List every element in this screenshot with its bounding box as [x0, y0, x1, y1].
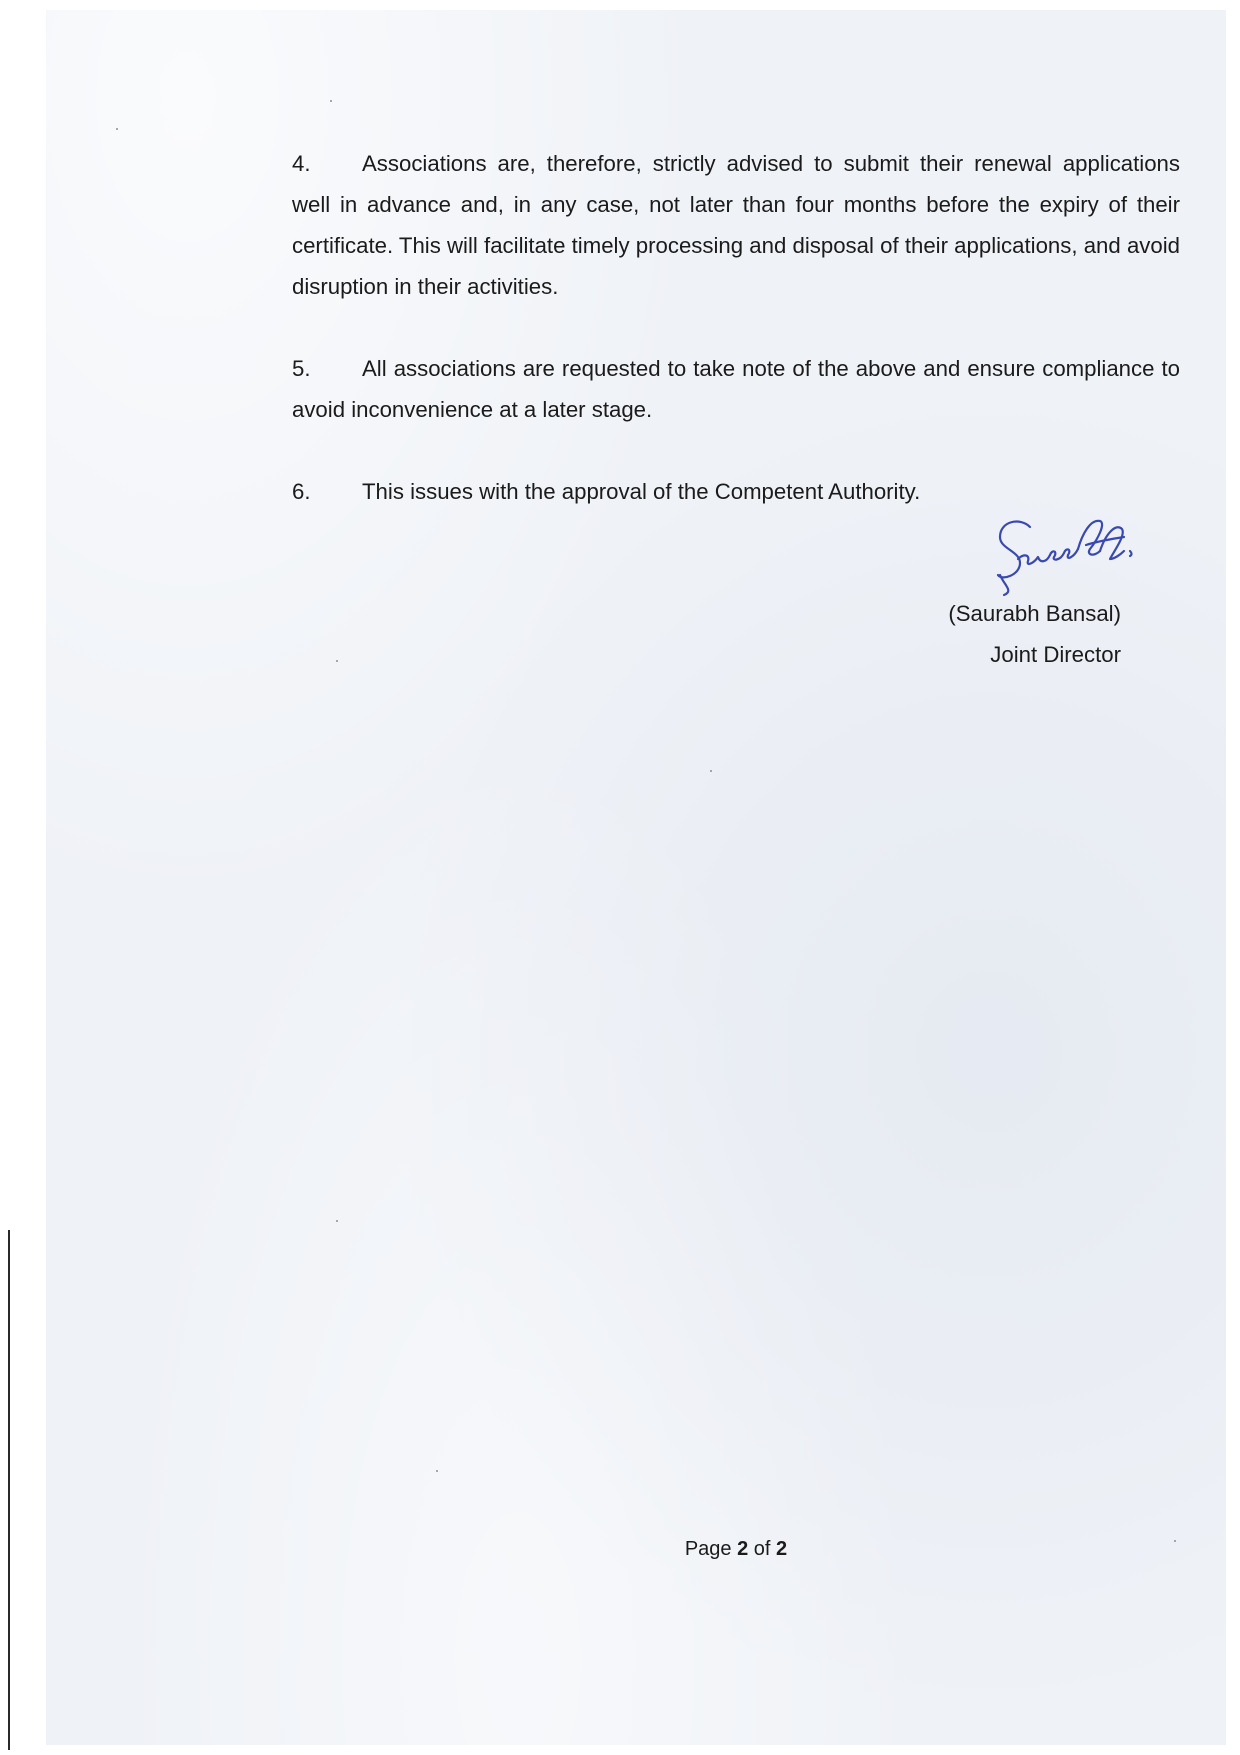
scan-speck — [1174, 1540, 1176, 1542]
paragraph-number: 5. — [292, 356, 311, 381]
page-number — [46, 1538, 1240, 1561]
paragraph-5 — [292, 348, 1180, 430]
page-separator: of — [753, 1538, 771, 1560]
document-page — [46, 10, 1226, 1745]
paragraph-number: 4. — [292, 151, 311, 176]
handwritten-signature — [990, 515, 1140, 599]
paragraph-4 — [292, 143, 1180, 307]
total-pages: 2 — [776, 1538, 788, 1560]
paragraph-number: 6. — [292, 479, 311, 504]
scan-speck — [436, 1470, 438, 1472]
paragraph-text: All associations are requested to take note of the above and ensure compliance to avoid inconvenience at a later stage. — [292, 356, 1180, 422]
scan-speck — [330, 100, 332, 102]
paragraph-6 — [292, 471, 1180, 512]
page-prefix: Page — [684, 1538, 732, 1560]
scan-speck — [710, 770, 712, 772]
paragraph-text: This issues with the approval of the Competent Authority. — [362, 479, 921, 504]
scan-speck — [336, 1220, 338, 1222]
signatory-name: (Saurabh Bansal) — [948, 601, 1121, 626]
paragraph-text: Associations are, therefore, strictly advised to submit their renewal applications well in advance and, in any case, not later than four months before the expiry of their certificate. This will facilitate timely processing and disposal of their applications, and avoid disruption in their activities. — [292, 151, 1180, 299]
current-page: 2 — [737, 1538, 749, 1560]
scan-edge-line — [8, 1230, 10, 1750]
signatory-designation: Joint Director — [990, 642, 1121, 667]
scan-speck — [116, 128, 118, 130]
scan-speck — [336, 660, 338, 662]
